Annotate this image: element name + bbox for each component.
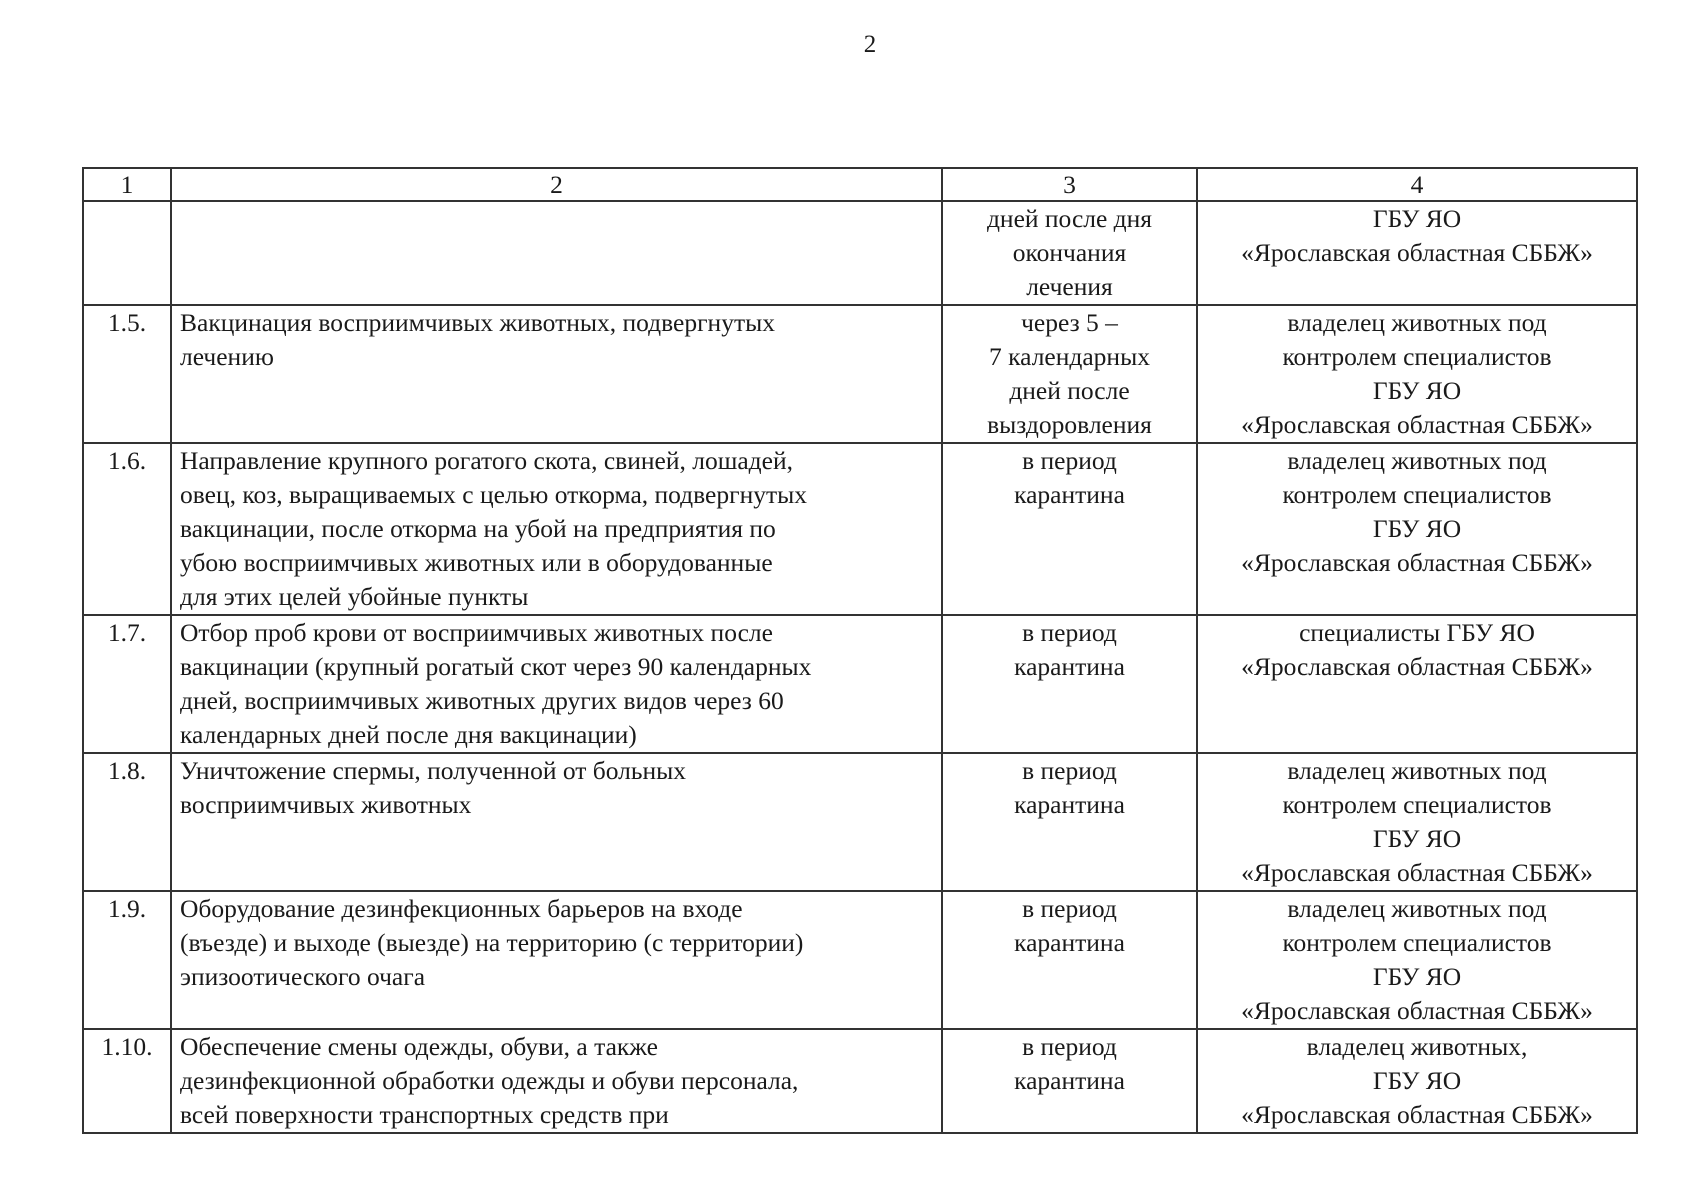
responsible-line: «Ярославская областная СББЖ» [1241,652,1593,681]
responsible-line: владелец животных под [1287,308,1547,337]
measure-line: (въезде) и выходе (выезде) на территорию (с территории) [180,928,804,957]
responsible-line: контролем специалистов [1282,928,1552,957]
measure-line: лечению [180,342,274,371]
term-line: карантина [1014,928,1125,957]
row-number-cell: 1.7. [83,615,171,753]
term-line: в период [1022,1032,1117,1061]
measure-line: календарных дней после дня вакцинации) [180,720,637,749]
measure-line: Направление крупного рогатого скота, свиней, лошадей, [180,446,793,475]
table-row [83,201,1637,305]
table-header-row [83,168,1637,201]
header-cell-1: 1 [83,168,171,201]
measure-line: вакцинации (крупный рогатый скот через 90 календарных [180,652,812,681]
responsible-line: «Ярославская областная СББЖ» [1241,410,1593,439]
responsible-line: «Ярославская областная СББЖ» [1241,548,1593,577]
term-line: выздоровления [987,410,1152,439]
table-row [83,1029,1637,1133]
responsible-line: специалисты ГБУ ЯО [1299,618,1535,647]
measure-cell [171,201,942,305]
term-line: карантина [1014,480,1125,509]
term-line: лечения [1026,272,1113,301]
term-line: карантина [1014,1066,1125,1095]
term-line: в период [1022,446,1117,475]
row-number-cell: 1.10. [83,1029,171,1133]
responsible-line: ГБУ ЯО [1372,376,1462,405]
responsible-line: ГБУ ЯО [1372,1066,1462,1095]
responsible-line: владелец животных под [1287,894,1547,923]
responsible-line: ГБУ ЯО [1372,514,1462,543]
term-cell [942,201,1197,305]
responsible-line: контролем специалистов [1282,480,1552,509]
measure-line: вакцинации, после откорма на убой на предприятия по [180,514,776,543]
header-cell-4: 4 [1197,168,1637,201]
responsible-cell [1197,615,1637,753]
responsible-line: «Ярославская областная СББЖ» [1241,996,1593,1025]
term-line: в период [1022,756,1117,785]
row-number-cell [83,201,171,305]
measure-cell [171,891,942,1029]
term-line: в период [1022,618,1117,647]
responsible-cell [1197,1029,1637,1133]
responsible-line: «Ярославская областная СББЖ» [1241,238,1593,267]
row-number-cell: 1.6. [83,443,171,615]
table-row [83,891,1637,1029]
term-cell [942,891,1197,1029]
responsible-line: контролем специалистов [1282,342,1552,371]
responsible-line: ГБУ ЯО [1372,824,1462,853]
row-number-cell: 1.5. [83,305,171,443]
measure-line: дней, восприимчивых животных других видов через 60 [180,686,784,715]
responsible-line: владелец животных, [1306,1032,1528,1061]
measure-line: всей поверхности транспортных средств при [180,1100,669,1129]
term-line: карантина [1014,790,1125,819]
term-line: карантина [1014,652,1125,681]
row-number-cell: 1.9. [83,891,171,1029]
term-line: в период [1022,894,1117,923]
responsible-line: «Ярославская областная СББЖ» [1241,858,1593,887]
measure-cell [171,443,942,615]
term-line: дней после дня [986,204,1153,233]
responsible-cell [1197,891,1637,1029]
responsible-line: владелец животных под [1287,756,1547,785]
table-row [83,305,1637,443]
measure-cell [171,753,942,891]
term-cell [942,1029,1197,1133]
measure-line: овец, коз, выращиваемых с целью откорма, подвергнутых [180,480,807,509]
responsible-line: ГБУ ЯО [1372,204,1462,233]
responsible-line: владелец животных под [1287,446,1547,475]
responsible-cell [1197,201,1637,305]
header-cell-3: 3 [942,168,1197,201]
responsible-line: контролем специалистов [1282,790,1552,819]
page-number: 2 [863,31,877,58]
responsible-cell [1197,443,1637,615]
measure-line: убою восприимчивых животных или в оборудованные [180,548,773,577]
measure-line: эпизоотического очага [180,962,426,991]
measure-line: Обеспечение смены одежды, обуви, а также [180,1032,658,1061]
term-line: окончания [1012,238,1127,267]
measure-line: дезинфекционной обработки одежды и обуви персонала, [180,1066,799,1095]
term-cell [942,305,1197,443]
term-cell [942,443,1197,615]
row-number-cell: 1.8. [83,753,171,891]
measure-line: Оборудование дезинфекционных барьеров на входе [180,894,743,923]
header-cell-2: 2 [171,168,942,201]
term-line: дней после [1009,376,1130,405]
measure-line: для этих целей убойные пункты [180,582,529,611]
measure-line: Вакцинация восприимчивых животных, подвергнутых [180,308,775,337]
responsible-cell [1197,305,1637,443]
responsible-cell [1197,753,1637,891]
measures-table [82,167,1638,1134]
table-body [83,168,1637,1133]
table-row [83,443,1637,615]
measure-cell [171,305,942,443]
term-line: через 5 – [1021,308,1118,337]
measure-cell [171,1029,942,1133]
table-row [83,615,1637,753]
term-cell [942,753,1197,891]
term-line: 7 календарных [989,342,1150,371]
measure-cell [171,615,942,753]
term-cell [942,615,1197,753]
responsible-line: «Ярославская областная СББЖ» [1241,1100,1593,1129]
measure-line: Уничтожение спермы, полученной от больных [180,756,687,785]
measure-line: восприимчивых животных [180,790,472,819]
measure-line: Отбор проб крови от восприимчивых животных после [180,618,773,647]
responsible-line: ГБУ ЯО [1372,962,1462,991]
table-row [83,753,1637,891]
